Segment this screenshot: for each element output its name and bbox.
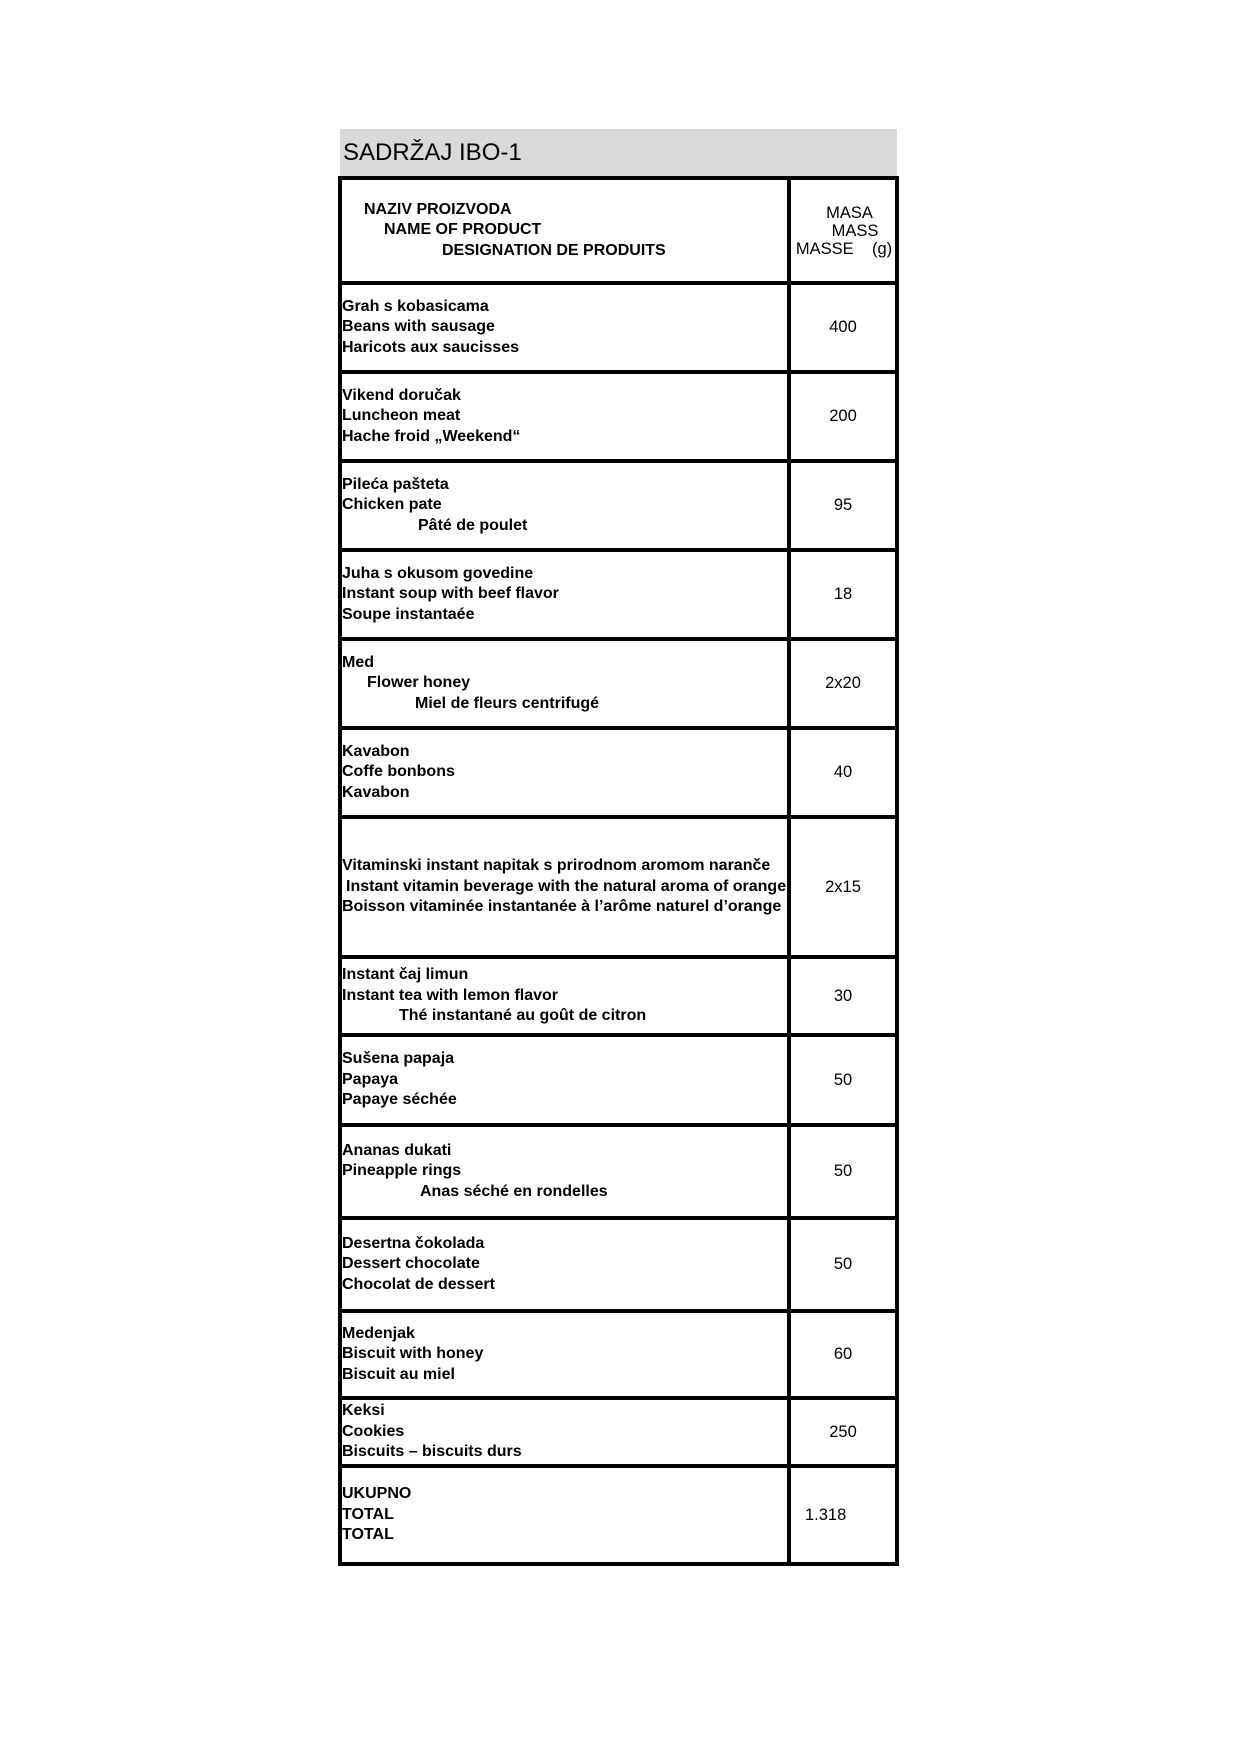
header-name-line: DESIGNATION DE PRODUITS [442, 241, 666, 259]
table-row [340, 550, 897, 639]
product-mass-cell: 2x20 [789, 639, 897, 728]
product-name-cell [340, 728, 789, 817]
product-mass-cell: 30 [789, 957, 897, 1035]
product-name-line: Boisson vitaminée instantanée à l’arôme naturel d’orange [342, 898, 782, 916]
product-name-line: Hache froid „Weekend“ [342, 427, 521, 445]
product-name-line: Sušena papaja [342, 1050, 455, 1068]
product-name-line: Beans with sausage [342, 318, 495, 336]
product-name-line: Instant soup with beef flavor [342, 585, 559, 603]
product-mass-cell: 2x15 [789, 817, 897, 957]
document-title: SADRŽAJ IBO-1 [340, 129, 897, 176]
table-row [340, 372, 897, 461]
product-name-line: Biscuit au miel [342, 1365, 455, 1383]
header-name-line: NAME OF PRODUCT [384, 221, 542, 239]
product-mass-cell: 50 [789, 1218, 897, 1311]
product-name-line: Vitaminski instant napitak s prirodnom aromom naranče [342, 857, 771, 875]
product-mass-cell: 40 [789, 728, 897, 817]
product-name-line: Juha s okusom govedine [342, 564, 534, 582]
product-name-line: Biscuits – biscuits durs [342, 1443, 522, 1461]
product-name-line: Grah s kobasicama [342, 297, 489, 315]
header-mass-line: MASA [826, 203, 873, 222]
product-name-line: Dessert chocolate [342, 1255, 480, 1273]
product-name-line: Thé instantané au goût de citron [399, 1007, 647, 1025]
table-row [340, 957, 897, 1035]
product-name-cell [340, 957, 789, 1035]
product-name-line: Papaya [342, 1070, 399, 1088]
product-mass-cell: 50 [789, 1035, 897, 1125]
table-row [340, 461, 897, 550]
total-name-line: TOTAL [342, 1526, 394, 1544]
product-name-line: Medenjak [342, 1324, 415, 1342]
contents-sheet [340, 129, 897, 1566]
product-name-line: Chicken pate [342, 496, 442, 514]
product-name-line: Miel de fleurs centrifugé [415, 694, 600, 712]
total-name-line: UKUPNO [342, 1485, 412, 1503]
table-header-row [340, 178, 897, 283]
product-name-cell [340, 1125, 789, 1218]
product-name-line: Instant tea with lemon flavor [342, 986, 559, 1004]
table-row [340, 1125, 897, 1218]
product-name-line: Instant čaj limun [342, 966, 469, 984]
product-name-line: Cookies [342, 1422, 405, 1440]
table-total-row [340, 1466, 897, 1564]
product-name-line: Biscuit with honey [342, 1345, 484, 1363]
product-name-cell [340, 1311, 789, 1398]
product-name-cell [340, 372, 789, 461]
product-mass-cell: 18 [789, 550, 897, 639]
product-mass-cell: 95 [789, 461, 897, 550]
product-name-line: Pineapple rings [342, 1162, 462, 1180]
table-row [340, 1311, 897, 1398]
product-name-line: Coffe bonbons [342, 763, 455, 781]
product-name-cell [340, 1035, 789, 1125]
table-row [340, 1218, 897, 1311]
total-name-cell [340, 1466, 789, 1564]
table-row [340, 1035, 897, 1125]
product-name-line: Luncheon meat [342, 407, 461, 425]
product-name-line: Haricots aux saucisses [342, 338, 519, 356]
product-name-line: Chocolat de dessert [342, 1275, 495, 1293]
contents-table [338, 176, 899, 1566]
header-name-cell [340, 178, 789, 283]
product-name-line: Instant vitamin beverage with the natural aroma of orange [346, 877, 787, 895]
product-name-line: Papaye séchée [342, 1091, 457, 1109]
table-row [340, 639, 897, 728]
total-name-line: TOTAL [342, 1505, 394, 1523]
product-name-cell [340, 817, 789, 957]
table-row [340, 283, 897, 372]
product-name-cell [340, 461, 789, 550]
product-name-line: Flower honey [367, 674, 471, 692]
product-name-cell [340, 283, 789, 372]
product-name-line: Kavabon [342, 783, 410, 801]
product-mass-cell: 400 [789, 283, 897, 372]
product-name-line: Pileća pašteta [342, 475, 449, 493]
product-name-cell [340, 550, 789, 639]
header-mass-line: MASSE (g) [795, 239, 893, 258]
table-row [340, 728, 897, 817]
product-name-line: Vikend doručak [342, 386, 461, 404]
product-name-line: Soupe instantaée [342, 605, 475, 623]
table-row [340, 817, 897, 957]
table-row [340, 1398, 897, 1466]
header-name-line: NAZIV PROIZVODA [364, 200, 512, 218]
product-mass-cell: 50 [789, 1125, 897, 1218]
product-name-cell [340, 639, 789, 728]
header-mass-line: MASS [831, 221, 879, 240]
product-name-cell [340, 1398, 789, 1466]
product-mass-cell: 60 [789, 1311, 897, 1398]
header-mass-cell [789, 178, 897, 283]
product-name-line: Kavabon [342, 742, 410, 760]
product-mass-cell: 200 [789, 372, 897, 461]
product-name-line: Med [342, 653, 374, 671]
product-mass-cell: 250 [789, 1398, 897, 1466]
product-name-line: Pâté de poulet [418, 516, 528, 534]
total-mass-cell: 1.318 [789, 1466, 897, 1564]
product-name-line: Anas séché en rondelles [420, 1182, 608, 1200]
product-name-cell [340, 1218, 789, 1311]
product-name-line: Keksi [342, 1402, 385, 1420]
product-name-line: Ananas dukati [342, 1141, 452, 1159]
product-name-line: Desertna čokolada [342, 1234, 485, 1252]
